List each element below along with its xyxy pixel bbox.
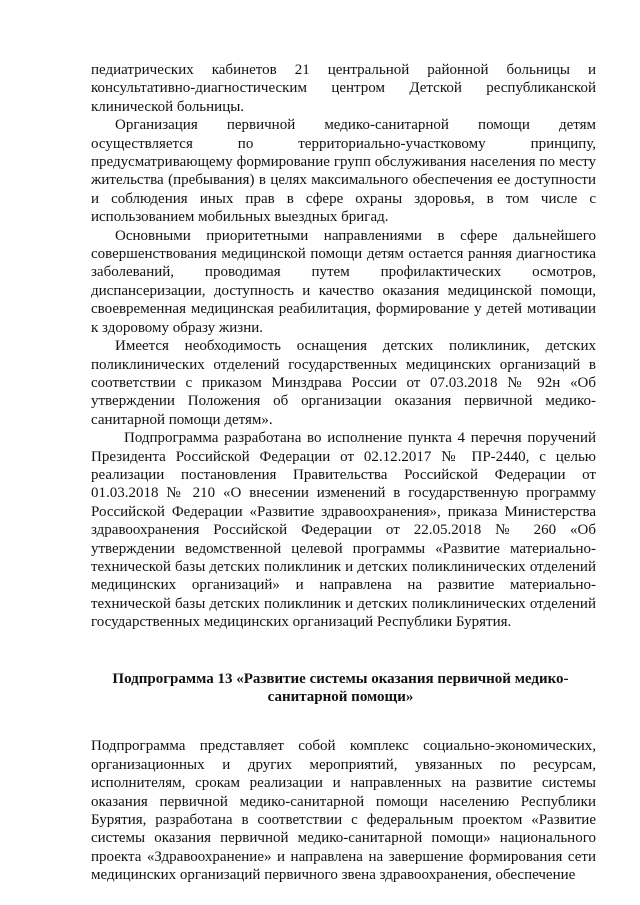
section-heading: Подпрограмма 13 «Развитие системы оказания первичной медико-санитарной помощи»: [112, 670, 569, 705]
paragraph-subprogram-basis: Подпрограмма разработана во исполнение пункта 4 перечня поручений Президента Российской Федерации от 02.12.2017 № ПР-2440, с целью реализации постановления Правительства Российской Федерации от 01.03.2018 № 210 «О внесении изменений в государственную программу Российской Федерации «Развитие здравоохранения», приказа Министерства здравоохранения Российской Федерации от 22.05.2018 № 260 «Об утверждении ведомственной целевой программы «Развитие материально-технической базы детских поликлиник и детских поликлинических отделений медицинских организаций» и направлена на развитие материально-технической базы детских поликлиник и детских поликлинических отделений государственных медицинских организаций Республики Бурятия.: [91, 430, 596, 631]
paragraph-organization: Организация первичной медико-санитарной помощи детям осуществляется по территориально-участковому принципу, предусматривающему формирование групп обслуживания населения по месту жительства (пребывания) в целях максимального обеспечения ее доступности и соблюдения иных прав в сфере охраны здоровья, в том числе с использованием мобильных выездных бригад.: [91, 117, 596, 226]
paragraph-equipment-need: Имеется необходимость оснащения детских поликлиник, детских поликлинических отделений государственных медицинских организаций в соответствии с приказом Минздрава России от 07.03.2018 № 92н «Об утверждении Положения об организации оказания первичной медико-санитарной помощи детям».: [91, 338, 596, 428]
paragraph-priorities: Основными приоритетными направлениями в сфере дальнейшего совершенствования медицинской помощи детям остается ранняя диагностика заболеваний, проводимая путем профилактических осмотров, диспансеризации, доступность и качество оказания медицинской помощи, своевременная медицинская реабилитация, формирование у детей мотивации к здоровому образу жизни.: [91, 227, 596, 336]
paragraph-continuation: педиатрических кабинетов 21 центральной районной больницы и консультативно-диагностическим центром Детской республиканской клинической больницы.: [91, 62, 596, 115]
paragraph-subprogram-13: Подпрограмма представляет собой комплекс социально-экономических, организационных и других мероприятий, увязанных по ресурсам, исполнителям, срокам реализации и направленных на развитие системы оказания первичной медико-санитарной помощи населению Республики Бурятия, разработана в соответствии с федеральным проектом «Развитие системы оказания первичной медико-санитарной помощи» национального проекта «Здравоохранение» и направлена на завершение формирования сети медицинских организаций первичного звена здравоохранения, обеспечение: [91, 738, 596, 884]
